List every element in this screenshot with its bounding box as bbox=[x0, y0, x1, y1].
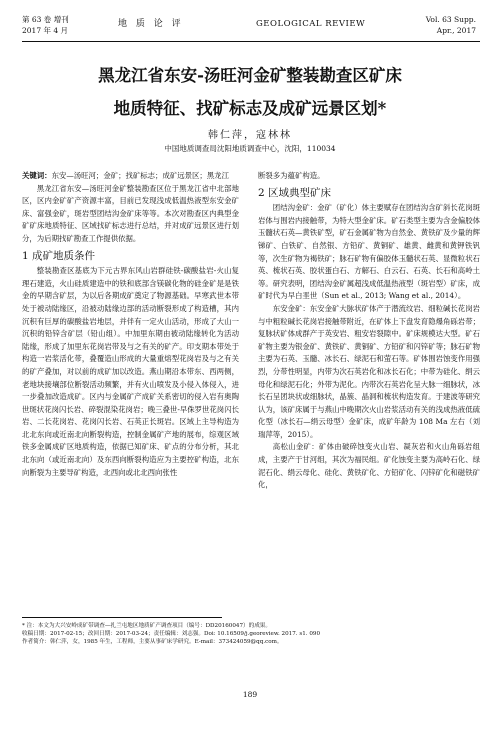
section-2-paragraph-dongan: 东安金矿：东安金矿大脉状矿体产于潜流纹岩、细粒碱长花岗岩与中粗粒碱长花岗岩接触带附近，在矿体上下盘发育隐爆角砾岩带；复脉状矿体成群产于英安岩、粗安岩裂隙中。矿床规模达大型。矿石矿物主要为银金矿、黄铁矿、黄铜矿、方铅矿和闪锌矿等；脉石矿物主要为石英、玉髓、冰长石、绿泥石和萤石等。矿体围岩蚀变作用强烈，分带性明显，内带为次石英岩化和冰长石化；中带为硅化、绢云母化和绿泥石化；外带为泥化。内带次石英岩化呈大脉一细脉状，冰长石呈团块状或细脉状，晶簇、晶洞和梳状构造发育。于建波等研究认为，该矿床属于与燕山中晚期次火山岩浆活动有关的浅成热液低硫化型（冰长石—绢云母型）金矿床，成矿年龄为 108 Ma 左右（刘瑞萍等，2015）。 bbox=[258, 303, 480, 439]
volume-line-2: Apr., 2017 bbox=[436, 26, 476, 35]
volume-info bbox=[426, 14, 476, 36]
footnote bbox=[22, 622, 480, 646]
footnote-rule bbox=[22, 617, 222, 618]
article-title-line-2: 地质特征、找矿标志及成矿远景区划* bbox=[113, 99, 387, 118]
header-rule bbox=[22, 41, 480, 42]
journal-name-cn: 地 质 论 评 bbox=[118, 19, 184, 29]
keywords bbox=[22, 170, 239, 183]
section-heading-1: 1 成矿地质条件 bbox=[22, 249, 96, 262]
right-intro-text: 断裂多为蕴矿构造。 bbox=[258, 171, 325, 180]
keywords-text: 东安—汤旺河；金矿；找矿标志；成矿远景区；黑龙江 bbox=[51, 171, 229, 180]
issue-line-1: 第 63 卷 增刊 bbox=[22, 15, 69, 24]
journal-name-en: GEOLOGICAL REVIEW bbox=[256, 19, 366, 29]
issue-line-2: 2017 年 4 月 bbox=[22, 26, 69, 35]
section-2-paragraph-gaosongshan: 高松山金矿：矿体由破碎蚀变火山岩、凝灰岩和火山角砾岩组成，主要产于甘河组，其次为福民组。矿化蚀变主要为高岭石化、绿泥石化、绢云母化、硅化、黄铁矿化、方铅矿化、闪锌矿化和磁铁矿化， bbox=[258, 442, 480, 490]
footnote-funding: * 注：本文为大兴安岭成矿带调查—扎兰屯地区地质矿产调查项目（编号：DD20160047）的成果。 bbox=[22, 623, 271, 629]
article-title-line-1: 黑龙江省东安-汤旺河金矿整装勘查区矿床 bbox=[98, 66, 402, 85]
issue-info bbox=[22, 14, 69, 36]
intro-paragraph: 黑龙江省东安—汤旺河金矿整装勘查区位于黑龙江省中北部地区，区内金矿矿产资源丰富，目前已发现浅成低温热液型东安金矿床、富强金矿，斑岩型团结沟金矿床等等。本次对勘查区内典型金矿矿床地质特征、区域找矿标志进行总结，并对成矿远景区进行划分，为后期找矿勘查工作提供依据。 bbox=[22, 183, 239, 243]
volume-line-1: Vol. 63 Supp. bbox=[425, 15, 476, 24]
section-2-paragraph-tuanjiegou: 团结沟金矿：金矿（矿化）体主要赋存在团结沟含矿斜长花岗斑岩体与围岩内接触带，为特大型金矿床。矿石类型主要为含金偏胶体玉髓状石英—黄铁矿型，矿石金属矿物为自然金、黄铁矿及少量的辉锑矿、白铁矿、自然银、方铅矿、黄铜矿、雄黄、雌黄和黄钾铁钒等，次生矿物为褐铁矿；脉石矿物有偏胶体玉髓状石英、显微粒状石英、梳状石英、胶状蛋白石、方解石、白云石、石英、长石和高岭土等。研究表明，团结沟金矿属超浅成低温热液型（斑岩型）矿床，成矿时代为早白垩世（Sun et al., 2013; Wang et al., 2014）。 bbox=[258, 203, 480, 301]
section-1-paragraph: 整装勘查区基底为下元古界东风山岩群硅铁-碳酸盐岩-火山复理石建造，火山硅质建造中的铁和底部含镁碳化物的硅金矿是是铁金的早期含矿层，为以后各期成矿奠定了物源基础。早寒武世本带处于被动陆缘区，沿被动陆缘边部的活动断裂形成了构造槽，其内沉积有巨厚的碳酸盐岩地层，并伴有一定火山活动，形成了大山一沉积的铅锌含矿层（铅山组）。中加里东期由被动陆缘转化为活动陆缘，形成了加里东花岗岩带及与之有关的矿产。印支期本带处于构造一岩浆活化带，叠覆造山形成的大量重熔型花岗岩及与之有关的矿产叠加，对以前的成矿加以改造。燕山期沿本带东、西两侧，老地块接壤部位断裂活动频繁，并有火山喷发及小侵入体侵入，进一步叠加改造成矿。区内与金属矿产成矿关系密切的侵入岩有奥陶世斑状花岗闪长岩、碎裂混染花岗岩；晚三叠世-早侏罗世花岗闪长岩、二长花岗岩、花岗闪长岩、石英正长斑岩。区域上主导构造为北北东向或近南北向断裂构造，控制金属矿产地的展布，综观区域铁多金属成矿区地质构造，依据已知矿床、矿点的分布分析，其北北东向（或近南北向）及东西向断裂构造应为主要控矿构造，北东向断裂为主要导矿构造，北西向或北北西向张性 bbox=[22, 266, 239, 477]
section-heading-2: 2 区域典型矿床 bbox=[258, 186, 332, 199]
page-number: 189 bbox=[242, 690, 258, 699]
right-column bbox=[258, 170, 480, 492]
footnote-dates: 收稿日期：2017-02-15；改回日期：2017-03-24；责任编辑：刘志强。Doi: 10.16509/j.georeview. 2017. s1. 090 bbox=[22, 631, 321, 637]
footnote-author-bio: 作者简介：韩仁萍，女，1985 年生，工程师，主要从事矿床学研究。E-mail：373424059@qq.com。 bbox=[22, 639, 283, 645]
authors: 韩仁萍，寇林林 bbox=[208, 130, 292, 141]
left-column bbox=[22, 170, 239, 479]
keywords-label: 关键词： bbox=[22, 171, 52, 180]
affiliation: 中国地质调查局沈阳地质调查中心，沈阳，110034 bbox=[164, 144, 336, 153]
